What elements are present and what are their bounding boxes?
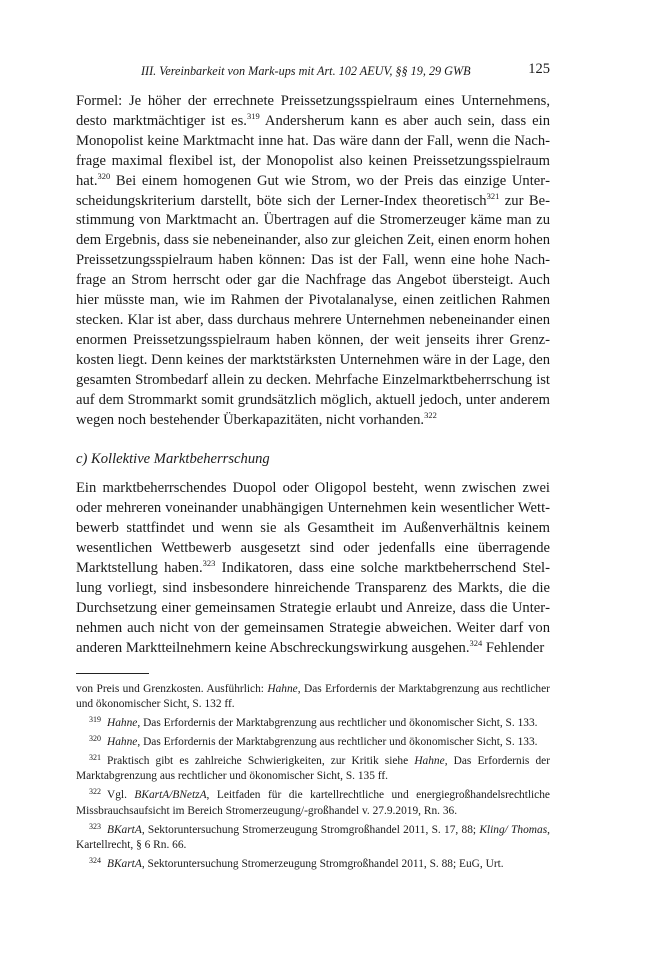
text-run: zur Bestimmung von Marktmacht an. Übertragen auf die Stromerzeuger käme man zu dem Ergebnis, dass sie nebeneinander, also zur gleichen Zeit, einen enorm hohen Preissetzungsspielraum haben können: Das ist der Fall, wenn eine hohe Nachfrage an Strom herrscht oder gar die Nachfrage das Angebot übersteigt. Auch hier müsste man, wie im Rahmen der Pivotalanalyse, einen zeitlichen Rahmen stecken. Klar ist aber, dass durchaus mehrere Unternehmen nebeneinander einen enormen Preissetzungsspielraum haben können, der weit jenseits ihrer Grenzkosten liegt. Denn keines der marktstärksten Unternehmen wäre in der Lage, den gesamten Strombedarf allein zu decken. Mehrfache Einzelmarktbeherrschung ist auf dem Strommarkt somit grundsätzlich möglich, aktuell jedoch, unter anderem wegen noch bestehender Überkapazitäten, nicht vorhanden.	[76, 192, 550, 428]
author-name: Hahne	[107, 735, 138, 748]
footnote-322: $^{322}$ Vgl. BKartA/BNetzA, Leitfaden für die kartellrechtliche und energiegroßhandelsrechtliche Missbrauchsaufsicht im Bereich Stromerzeugung/-großhandel v. 27.9.2019, Rn. 36.	[76, 787, 550, 817]
author-name: Kling/ Thomas	[479, 823, 548, 836]
paragraph-collective-dominance	[76, 479, 550, 658]
footnote-ref-321[interactable]: 321	[486, 190, 500, 201]
footnote-number: 324	[89, 856, 101, 866]
author-name: Hahne	[267, 682, 298, 695]
footnote-ref-319[interactable]: 319	[246, 110, 260, 121]
page-number: 125	[528, 61, 550, 77]
running-head	[76, 58, 550, 80]
section-heading: c) Kollektive Marktbeherrschung	[76, 451, 270, 468]
author-name: BKartA	[107, 823, 142, 836]
footnote-number: 319	[89, 715, 101, 725]
footnote-number: 322	[89, 787, 101, 797]
footnote-320: $^{320}$ Hahne, Das Erfordernis der Marktabgrenzung aus rechtlicher und ökonomischer Sicht, S. 133.	[89, 733, 538, 748]
paragraph-lerner-index	[76, 92, 550, 430]
running-head-title: III. Vereinbarkeit von Mark-ups mit Art. 102 AEUV, §§ 19, 29 GWB	[141, 64, 471, 78]
footnote-ref-324[interactable]: 324	[469, 637, 483, 648]
text-run: Andersherum kann es aber auch sein, dass ein Monopolist keine Marktmacht inne hat. Das wäre dann der Fall, wenn die Nachfrage maximal flexibel ist, der Monopolist also keinen Preissetzungsspielraum hat.	[76, 112, 550, 189]
footnote-321: $^{321}$ Praktisch gibt es zahlreiche Schwierigkeiten, zur Kritik siehe Hahne, Das Erfordernis der Marktabgrenzung aus rechtlicher und ökonomischer Sicht, S. 135 ff.	[76, 752, 550, 783]
author-name: BKartA/BNetzA	[134, 789, 207, 802]
text-run: Bei einem homogenen Gut wie Strom, wo der Preis das einzige Unterscheidungskriterium darstellt, böte sich der Lerner-Index theoretisch	[76, 172, 550, 209]
text-run: Indikatoren, dass eine solche marktbeherrschend Stellung vorliegt, sind insbesondere hinreichende Transparenz des Markts, die die Durchsetzung einer gemeinsamen Strategie erlaubt und Anreize, dass die Unternehmen auch nicht von der gemeinsamen Strategie abweichen. Weiter darf von anderen Marktteilnehmern keine Abschreckungswirkung ausgehen.	[76, 560, 550, 656]
author-name: Hahne	[414, 754, 445, 767]
footnote-separator	[76, 673, 149, 674]
footnote-ref-322[interactable]: 322	[424, 409, 437, 420]
footnote-ref-320[interactable]: 320	[97, 170, 111, 181]
author-name: Hahne	[107, 717, 138, 730]
text-run: Fehlender	[482, 639, 545, 656]
book-page	[76, 58, 550, 876]
author-name: BKartA	[107, 858, 142, 871]
footnote-number: 323	[89, 821, 101, 831]
footnote-number: 320	[89, 733, 101, 743]
footnote-324: $^{324}$ BKartA, Sektoruntersuchung Stromerzeugung Stromgroßhandel 2011, S. 88; EuG, Urt.	[89, 856, 504, 871]
text-run: Ein marktbeherrschendes Duopol oder Oligopol besteht, wenn zwischen zwei oder mehreren voneinander unabhängigen Unternehmen kein wesentlicher Wettbewerb stattfindet und wenn sie als Gesamtheit im Außenverhältnis keinem wesentlichen Wettbewerb ausgesetzt sind oder jedenfalls eine überragende Marktstellung haben.	[76, 480, 550, 577]
footnotes	[76, 682, 550, 873]
main-text	[76, 92, 550, 659]
footnote-number: 321	[89, 752, 101, 762]
footnote-319: $^{319}$ Hahne, Das Erfordernis der Marktabgrenzung aus rechtlicher und ökonomischer Sicht, S. 133.	[89, 715, 538, 730]
footnote-continued: von Preis und Grenzkosten. Ausführlich: Hahne, Das Erfordernis der Marktabgrenzung aus rechtlicher und ökonomischer Sicht, S. 132 ff.	[76, 682, 550, 711]
footnote-323: $^{323}$ BKartA, Sektoruntersuchung Stromerzeugung Stromgroßhandel 2011, S. 17, 88; Kling/ Thomas, Kartellrecht, § 6 Rn. 66.	[76, 821, 550, 852]
footnote-ref-323[interactable]: 323	[202, 558, 216, 569]
text-run: Formel: Je höher der errechnete Preissetzungsspielraum eines Unternehmens, desto marktmächtiger ist es.	[76, 93, 550, 129]
